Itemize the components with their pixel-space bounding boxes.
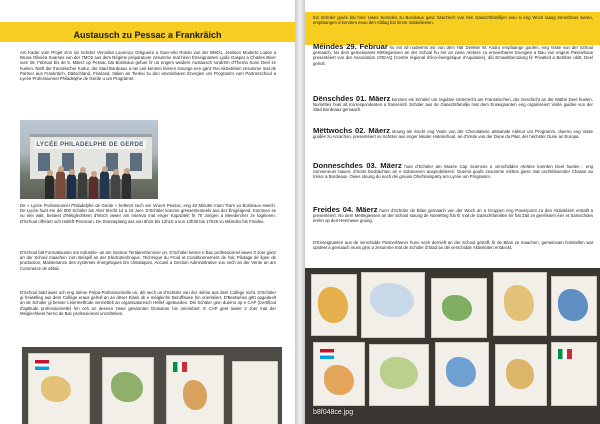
school-sign: LYCÉE PHILADELPHE DE GERDE bbox=[34, 140, 146, 149]
person bbox=[100, 171, 109, 199]
day-text-friday: hunn d'Schüler de Bilan gemaach vun der Woch an a Gruppen eng Powerpoint zu den Aktivitéiten erstallt a presentéiert. No dem Mëttegiessen an der Schoul stoung de Nomëtteg fräi fir mat de Gaaschtfamillen hir fräi Zäit ze genéissen éier et Samschdes eréim op den Heemwee goung. bbox=[313, 208, 593, 224]
map-icon bbox=[111, 372, 143, 402]
poster bbox=[493, 272, 547, 336]
day-entry-tuesday bbox=[313, 96, 593, 113]
school-photo bbox=[20, 120, 158, 199]
day-heading-tuesday: Dënschdes 01. Mäerz bbox=[313, 94, 391, 103]
head bbox=[124, 168, 130, 174]
flag-icon bbox=[558, 349, 572, 359]
map-icon bbox=[558, 289, 588, 321]
map-icon bbox=[370, 283, 414, 317]
person bbox=[67, 174, 76, 199]
poster bbox=[495, 344, 547, 406]
flag-icon bbox=[35, 360, 49, 370]
poster bbox=[102, 357, 154, 424]
poster bbox=[313, 342, 365, 406]
poster bbox=[369, 344, 429, 406]
poster bbox=[431, 278, 487, 338]
closing-paragraph: D'Enseignanten aus de verschidde Partnerlänner hunn sech dernieft an der Schoul getraff, fir de Bilan ze maachen, gemeinsam feststellen wat opsteet a gemaach muss ginn a zesumme mat de Schüler d'Stad an déi verschidde Aktivitéiten entdeckt. bbox=[313, 240, 593, 251]
day-entry-thursday bbox=[313, 163, 593, 180]
image-caption: b8f048ce.jpg bbox=[313, 409, 354, 416]
map-icon bbox=[324, 365, 354, 395]
head bbox=[80, 167, 86, 173]
person bbox=[122, 173, 131, 199]
intro-paragraph: Am Kader vum Projet zinn six Schüler Veronika Lourenço Ortigueira a Gian-Vito Rotolo vun der BMO1, Jenilson Moderto Lopes a Bruna Oliveira Soarses vun der 7MO2 aus dem Régime préparatoire zesumme mat hiren Enseignanten Lydie Gaspar a Charles Biver vum 28. Februar bis de 5. Mäerz op Pessac bäi Bordeaux gefuer fir un engem weidere Austausch rondrëm d'Thema Sonn Deel ze huelen. Nieft der franséischer Kultur, der Stad Bordeaux a nei Leit kennen léieren stounge een ganz Rei Aktivitéiten zesumme mat de Partner aus Frankräich, Däitschland, Finnland, Italien an Tierkei zu den ameriebaren Energien um Programm vum Partnerschoul a Lycée Professionnel Philadelphe de Gerde u um Programm. bbox=[20, 50, 276, 82]
person bbox=[56, 171, 65, 199]
poster bbox=[551, 342, 597, 406]
poster bbox=[551, 276, 597, 336]
map-icon bbox=[183, 380, 207, 410]
poster-wall-photo bbox=[305, 268, 600, 424]
person bbox=[78, 172, 87, 199]
map-icon bbox=[504, 285, 534, 321]
intro-paragraph: Eis Schüler goufe bäi hirer Uwes Sonndes zu Bordeaux ganz häerzlech vun hire Gaaschtfamilljen wou si eng Woch laang ënnerbruet waren, empfaangen a konnten esou den Alldag bäi hinne matierliewen. bbox=[313, 15, 593, 26]
head bbox=[91, 171, 97, 177]
poster bbox=[28, 353, 90, 424]
flag-icon bbox=[320, 349, 334, 359]
day-entry-wednesday bbox=[313, 128, 593, 139]
poster bbox=[361, 272, 425, 338]
map-icon bbox=[318, 287, 348, 323]
school-paragraph: De « Lycée Professionnel Philadelphe de Gerde » befënnt sech am Viruert Pessac, eng 40 Minutte mam Tram vu Bordeaux ewech. De Lycée huet ëm déi 500 Schüler am Alter tëscht 14 a 19 Joer. D'Schüler komme grëssententeels aus der Ëmgéigend. Kommen se vu méi wäit, besteet d'Méiglechkeet d'Woch iwwer am Internat mat enger Kapazitéit fir 70 Jongen a Meedercher ze logéieren. D'Schoul offréiert och Halleft-Pensioun. De Stonneplang ass vun 8h15 bis 12h10 a vun 13h30 bis 17h25 vu Méindes bis Freides. bbox=[20, 203, 276, 224]
poster bbox=[232, 361, 278, 424]
day-text-wednesday: stoung als éischt eng Visite vun der Chocolaterie artisanale Aliénor um Programm, duerno eng Visite guidée zu Arcachon, presentéiert vu Schüler aus enger lokaler Hotelschoul, an d'Visite vun der Dune du Pilat, der héchster Dune an Europa. bbox=[313, 129, 593, 140]
prepa-paragraph: D'Schoul bidd awer och eng 3ième Prépa-Professionnelle un, déi sech un d'Schüler vun der 4ième aus dem Collège riicht. D'Schüler gi freiwëlleg aus dem Collège eraus geholl an an dëser Klass ob e méigleche Beruffswee hin orientéiert. D'Bestwéiss gëtt opgedeelt an de Schüler gi besser Léiermethode vermëttelt an organisatoresch Hëllef ugebueden. Déi Schüler ginn duerno op e CAP (Certificat d'aptitude professionnelle) hin och an deenen zwee genannten Domainer hin orientéiert. E CAP geet iwwer 2 Joer mat der Méiglechkeet herno de Bac professionnel unzefänken. bbox=[20, 290, 276, 316]
day-text-thursday: huet d'Schüler am Musée Cap Sciences u verschidden Ateliere konnten Deel huelen : eng Sonneneuer bauen, d'Sonn beobachten an e Solarueven ausprobéieren. Duerno goufe zesumme méttes giess mat uschléissender Chasse au trésor a Bordeaux. Owes stoung du noch déi grouss Ofschlossparty am Lycée um Programm. bbox=[313, 164, 593, 180]
poster bbox=[435, 342, 489, 406]
person bbox=[45, 175, 54, 199]
group-of-students bbox=[45, 164, 135, 199]
head bbox=[102, 166, 108, 172]
day-text-monday: hu mir all nodeems mir vun dem Här Direkter M. Andro empfaange goufen, eng Visite vun der Schoul gemaach. No dem gemeinsame Mëttegiessen an der Schoul hu mir an zwee Ateliere zu erneierbaren Energien a Bau vun engem Passivhaus presentéiert vun der Association CREAQ (Centre régional d'éco-énergétique d'Aquitaine), déi Emweltberodung fir Privatleit a Betriber ubitt, Deel geholl. bbox=[313, 45, 593, 66]
right-page bbox=[305, 0, 600, 424]
map-icon bbox=[41, 376, 71, 402]
day-entry-friday bbox=[313, 207, 593, 224]
map-icon bbox=[380, 357, 418, 389]
head bbox=[58, 166, 64, 172]
flag-icon bbox=[173, 362, 187, 372]
head bbox=[113, 169, 119, 175]
poster bbox=[166, 355, 224, 424]
day-heading-wednesday: Mëttwochs 02. Mäerz bbox=[313, 126, 390, 135]
day-heading-monday: Méindes 29. Februar bbox=[313, 42, 388, 51]
day-entry-monday bbox=[313, 44, 593, 66]
page-gutter bbox=[295, 0, 305, 424]
map-icon bbox=[506, 359, 534, 389]
head bbox=[47, 170, 53, 176]
page-title: Austausch zu Pessac a Frankräich bbox=[73, 30, 222, 40]
person bbox=[89, 176, 98, 199]
day-heading-friday: Freides 04. Mäerz bbox=[313, 205, 378, 214]
map-icon bbox=[442, 295, 472, 321]
poster-photo bbox=[22, 347, 282, 424]
person bbox=[111, 174, 120, 199]
day-heading-thursday: Donneschdes 03. Mäerz bbox=[313, 161, 402, 170]
head bbox=[69, 169, 75, 175]
day-text-tuesday: konnten eis Schüler um reguläre Unterrecht am Franséischen, der Geschicht an der Mathé Deel huelen. Nomëttes huet all Korrespondenten a franséisch Schüler aus de Gaaschtfamillje mat dem Enseignanten eng organiséiert Visite guidée vun der Stad Bordeaux gemaach. bbox=[313, 97, 594, 113]
poster bbox=[311, 274, 357, 336]
left-page bbox=[0, 0, 295, 424]
formation-paragraph: D'Schoul bitt Formatiounen am Industrie- an am Secteur Tertiaire/Servicer un. D'Schüler kënne e Bac professionnel iwwer 3 Joer ganz an der Schoul maachen zum Beispill an der Electrotechnique, Technique du Froid et Conditionnement de l'air, Pilotage de ligne de production, Maintenance des systèmes énergétiques tim climatiques, Accueil a Gestion Administrative vun sech an der Vente an am Commerce de détail. bbox=[20, 250, 276, 271]
map-icon bbox=[446, 357, 476, 387]
